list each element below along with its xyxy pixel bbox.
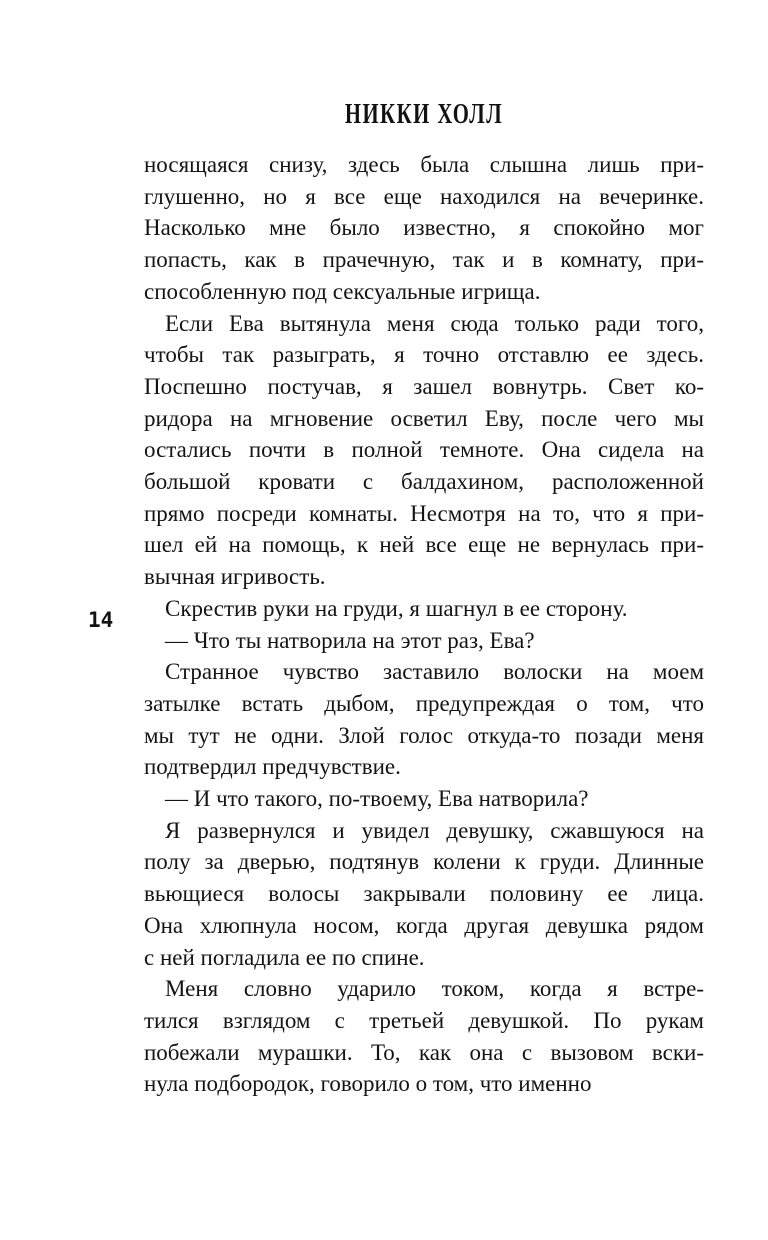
text-line: остались почти в полной темноте. Она сидела на [144, 437, 704, 463]
paragraph [144, 656, 704, 783]
text-line: прямо посреди комнаты. Несмотря на то, что я при- [144, 500, 704, 526]
text-line: носящаяся снизу, здесь была слышна лишь при- [144, 152, 704, 177]
paragraph [144, 593, 704, 625]
text-line: Странное чувство заставило волоски на моем [165, 659, 704, 685]
text-line: подтвердил предчувствие. [144, 754, 401, 780]
text-line: вычная игривость. [144, 564, 326, 590]
text-line: мы тут не одни. Злой голос откуда-то позади меня [144, 722, 704, 748]
text-line: Я развернулся и увидел девушку, сжавшуюся на [165, 817, 704, 843]
text-line: полу за дверью, подтянув колени к груди. Длинные [144, 849, 704, 875]
text-line: затылке встать дыбом, предупреждая о том, что [144, 690, 704, 716]
text-line: Меня словно ударило током, когда я встре- [165, 976, 704, 1002]
paragraph [144, 149, 704, 308]
text-line: с ней погладила ее по спине. [144, 944, 425, 970]
text-line: побежали мурашки. То, как она с вызовом вски- [144, 1039, 704, 1065]
text-line: Насколько мне было известно, я спокойно мог [144, 215, 704, 241]
text-line: нула подбородок, говорило о том, что именно [144, 1071, 592, 1097]
text-line: Скрестив руки на груди, я шагнул в ее сторону. [165, 595, 628, 621]
text-line: большой кровати с балдахином, расположенной [144, 469, 704, 495]
text-line: Она хлюпнула носом, когда другая девушка рядом [144, 912, 704, 938]
paragraph [144, 815, 704, 974]
text-line: — Что ты натворила на этот раз, Ева? [165, 627, 535, 653]
text-line: Поспешно постучав, я зашел вовнутрь. Свет ко- [144, 373, 704, 399]
text-line: тился взглядом с третьей девушкой. По рукам [144, 1007, 704, 1033]
text-line: шел ей на помощь, к ней все еще не вернулась при- [144, 532, 704, 558]
text-line: — И что такого, по-твоему, Ева натворила? [165, 786, 589, 812]
paragraph [144, 308, 704, 593]
page-number: 14 [88, 608, 114, 632]
text-line: вьющиеся волосы закрывали половину ее лица. [144, 881, 704, 907]
paragraph [144, 783, 704, 815]
text-line: Если Ева вытянула меня сюда только ради того, [165, 310, 704, 336]
paragraph [144, 973, 704, 1100]
text-line: попасть, как в прачечную, так и в комнату, при- [144, 247, 704, 273]
paragraph [144, 625, 704, 657]
running-header: НИККИ ХОЛЛ [344, 99, 504, 130]
text-line: чтобы так разыграть, я точно отставлю ее здесь. [144, 342, 704, 368]
text-line: глушенно, но я все еще находился на вечеринке. [144, 183, 704, 209]
text-line: способленную под сексуальные игрища. [144, 278, 541, 304]
body-text [144, 149, 704, 1100]
text-line: ридора на мгновение осветил Еву, после чего мы [144, 405, 704, 431]
